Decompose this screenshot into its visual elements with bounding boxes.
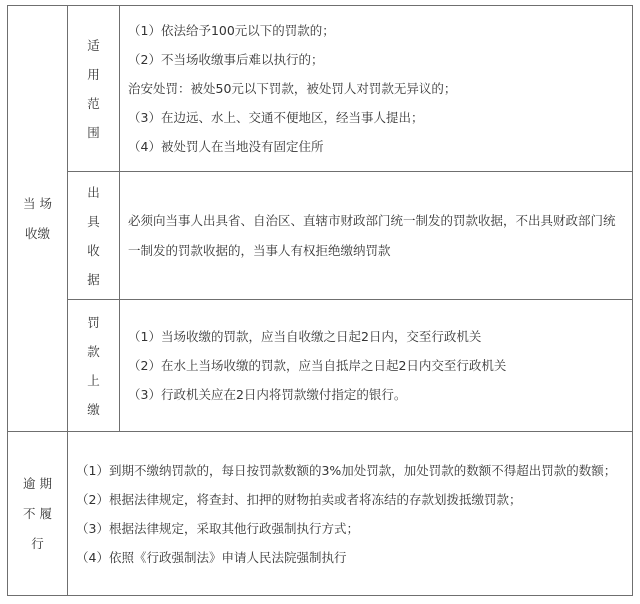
row-label-remit [68,300,120,432]
row-label-text: 出具收据 [87,184,100,287]
scope-line: （3）在边远、水上、交通不便地区，经当事人提出； [128,110,424,125]
row-content-scope [120,6,633,172]
overdue-item: （4）依照《行政强制法》申请人民法院强制执行 [76,549,347,565]
section1-title-cell [8,6,68,432]
scope-line: （2）不当场收缴事后难以执行的； [128,52,324,67]
row-content-receipt: 必须向当事人出具省、自治区、直辖市财政部门统一制发的罚款收据，不出具财政部门统一制发的罚款收据的，当事人有权拒绝缴纳罚款 [120,172,633,300]
scope-line: （4）被处罚人在当地没有固定住所 [128,139,324,154]
section2-title-line3: 行 [31,535,44,551]
section2-title-line2: 不 履 [23,505,52,521]
remit-line: （3）行政机关应在2日内将罚款缴付指定的银行。 [128,387,407,402]
section2-title-line1: 逾 期 [23,475,52,491]
scope-line: 治安处罚：被处50元以下罚款，被处罚人对罚款无异议的； [128,81,457,96]
section1-title-line2: 收缴 [24,225,50,241]
row-content-remit [120,300,633,432]
section1-title-line1: 当 场 [23,195,52,211]
overdue-item: （2）根据法律规定，将查封、扣押的财物拍卖或者将冻结的存款划拨抵缴罚款； [76,491,522,507]
remit-line: （2）在水上当场收缴的罚款，应当自抵岸之日起2日内交至行政机关 [128,358,507,373]
row-label-receipt [68,172,120,300]
row-label-text: 适用范围 [87,37,100,140]
row-label-scope [68,6,120,172]
scope-line: （1）依法给予100元以下的罚款的； [128,23,335,38]
penalty-table [7,5,633,596]
section2-title-cell [8,432,68,596]
overdue-item: （1）到期不缴纳罚款的，每日按罚款数额的3%加处罚款，加处罚款的数额不得超出罚款的数额； [76,462,617,478]
row-label-text: 罚款上缴 [87,314,100,417]
overdue-item: （3）根据法律规定，采取其他行政强制执行方式； [76,520,359,536]
section2-content [68,432,633,596]
remit-line: （1）当场收缴的罚款，应当自收缴之日起2日内，交至行政机关 [128,329,482,344]
